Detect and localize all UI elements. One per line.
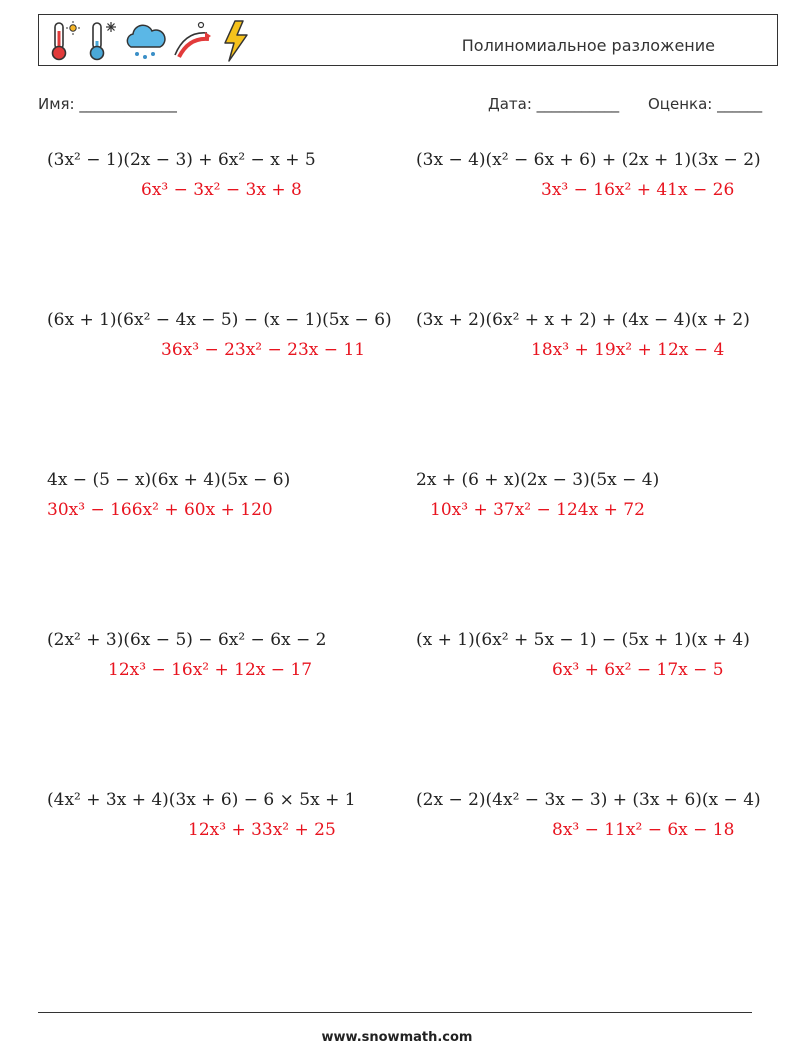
problem-question: (3x² − 1)(2x − 3) + 6x² − x + 5 (47, 150, 316, 170)
problem-question: (3x + 2)(6x² + x + 2) + (4x − 4)(x + 2) (416, 310, 750, 330)
grade-field-label: Оценка: ______ (648, 95, 763, 113)
problem-question: (2x² + 3)(6x − 5) − 6x² − 6x − 2 (47, 630, 327, 650)
problem-answer: 3x³ − 16x² + 41x − 26 (541, 180, 735, 200)
problem-answer: 30x³ − 166x² + 60x + 120 (47, 500, 273, 520)
problem-answer: 12x³ + 33x² + 25 (188, 820, 336, 840)
name-field-label: Имя: _____________ (38, 95, 177, 113)
problem-answer: 12x³ − 16x² + 12x − 17 (108, 660, 313, 680)
problem-question: (x + 1)(6x² + 5x − 1) − (5x + 1)(x + 4) (416, 630, 750, 650)
problem-answer: 18x³ + 19x² + 12x − 4 (531, 340, 725, 360)
problem-question: (3x − 4)(x² − 6x + 6) + (2x + 1)(3x − 2) (416, 150, 761, 170)
date-field-label: Дата: ___________ (488, 95, 620, 113)
problem-question: (4x² + 3x + 4)(3x + 6) − 6 × 5x + 1 (47, 790, 356, 810)
wind-icon (171, 19, 215, 63)
header-icons (47, 19, 253, 63)
rain-cloud-icon (123, 19, 167, 63)
footer-divider (38, 1012, 752, 1013)
page-title: Полиномиальное разложение (461, 36, 715, 55)
problem-question: (2x − 2)(4x² − 3x − 3) + (3x + 6)(x − 4) (416, 790, 761, 810)
problem-answer: 8x³ − 11x² − 6x − 18 (552, 820, 735, 840)
problem-answer: 10x³ + 37x² − 124x + 72 (430, 500, 645, 520)
problem-question: (6x + 1)(6x² − 4x − 5) − (x − 1)(5x − 6) (47, 310, 392, 330)
problem-answer: 6x³ − 3x² − 3x + 8 (141, 180, 302, 200)
problem-answer: 6x³ + 6x² − 17x − 5 (552, 660, 724, 680)
footer-url: www.snowmath.com (321, 1030, 473, 1045)
header-box (38, 14, 778, 66)
problem-question: 2x + (6 + x)(2x − 3)(5x − 4) (416, 470, 660, 490)
thermometer-cold-icon (85, 19, 119, 63)
problem-question: 4x − (5 − x)(6x + 4)(5x − 6) (47, 470, 291, 490)
thermometer-hot-icon (47, 19, 81, 63)
lightning-icon (219, 19, 253, 63)
problem-answer: 36x³ − 23x² − 23x − 11 (161, 340, 366, 360)
